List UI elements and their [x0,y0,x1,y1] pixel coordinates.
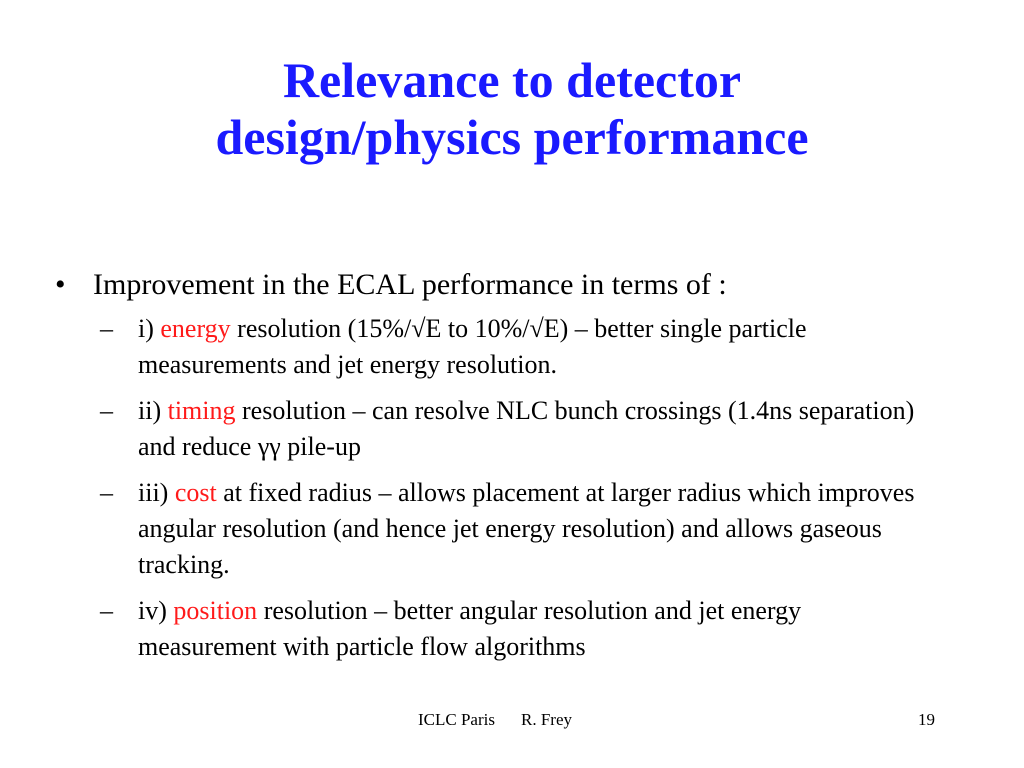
bullet-list [55,266,975,675]
sub-bullet-keyword: timing [167,396,236,425]
slide-title [0,52,1024,166]
sub-bullet-list [55,311,975,665]
sub-bullet-prefix: iv) [138,596,174,625]
sub-bullet-cost [55,475,928,583]
footer-author: R. Frey [520,710,572,729]
sub-bullet-prefix: ii) [138,396,168,425]
sub-bullet-prefix: iii) [138,478,175,507]
page-number: 19 [918,710,935,729]
sub-bullet-text: resolution – better angular resolution and jet energy measurement with particle flow algorithms [138,596,802,661]
slide-title-line-1: Relevance to detector [282,52,742,108]
sub-bullet-timing [55,393,928,465]
main-bullet-text: Improvement in the ECAL performance in terms of : [93,268,727,301]
slide-title-line-2: design/physics performance [215,109,809,165]
sub-bullet-dash: – [100,314,113,343]
sub-bullet-dash: – [100,596,113,625]
main-bullet [55,266,975,304]
sub-bullet-keyword: energy [160,314,231,343]
footer-conference: ICLC Paris [418,710,495,729]
sub-bullet-dash: – [100,478,113,507]
sub-bullet-dash: – [100,396,113,425]
sub-bullet-keyword: cost [174,478,217,507]
slide-footer [418,710,572,730]
sub-bullet-text: at fixed radius – allows placement at larger radius which improves angular resolution (and hence jet energy resolution) and allows gaseous tracking. [138,478,915,579]
sub-bullet-text: resolution – can resolve NLC bunch crossings (1.4ns separation) and reduce γγ pile-up [138,396,915,461]
sub-bullet-keyword: position [173,596,258,625]
sub-bullet-text: resolution (15%/√E to 10%/√E) – better single particle measurements and jet energy resolution. [138,314,807,379]
sub-bullet-energy [55,311,928,383]
bullet-marker: • [55,268,66,301]
sub-bullet-position [55,593,928,665]
sub-bullet-prefix: i) [138,314,161,343]
